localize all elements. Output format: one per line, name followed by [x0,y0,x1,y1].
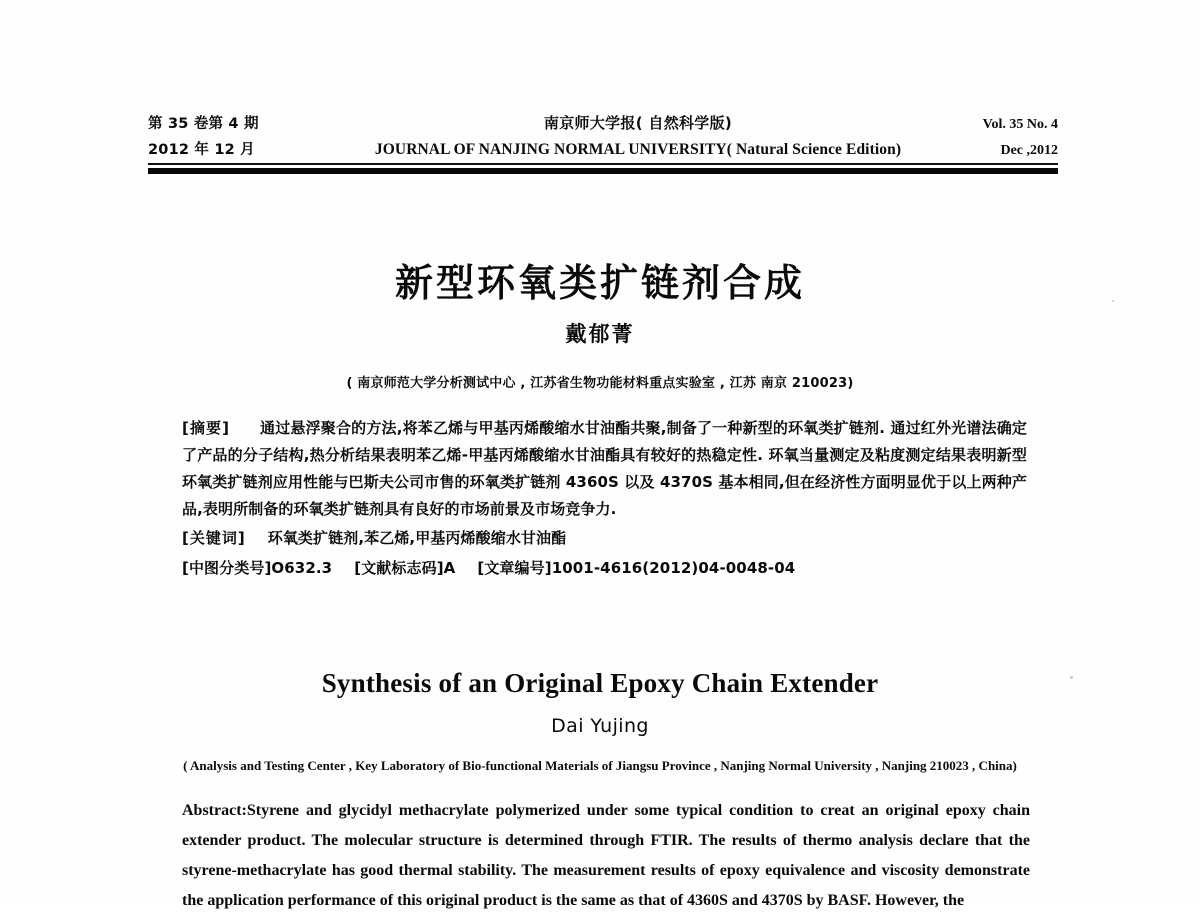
issue-date-cn: 2012 年 12 月 [148,142,255,158]
document-code-value: A [443,559,456,577]
keywords-label-cn: [关键词] [182,529,246,547]
article-affiliation-cn: ( 南京师范大学分析测试中心 , 江苏省生物功能材料重点实验室 , 江苏 南京 210023) [346,376,854,391]
abstract-text-en: Styrene and glycidyl methacrylate polymerized under some typical condition to creat an original epoxy chain extender product. The molecular structure is determined through FTIR. The results of thermo analysis declare that the styrene-methacrylate has good thermal stability. The measurement results of epoxy equivalence and viscosity demonstrate the application performance of this original product is the same as that of 4360S and 4370S by BASF. However, the [182,802,1030,909]
abstract-block-en [182,796,1030,916]
clc-value: O632.3 [271,559,333,577]
classification-paragraph-cn [182,555,1027,582]
header-rule-thick [148,168,1058,174]
article-author-cn: 戴郁菁 [565,322,635,346]
abstract-label-cn: [摘要] [182,419,230,437]
abstract-paragraph-en [182,796,1030,916]
abstract-paragraph-cn [182,415,1027,523]
journal-name-en-edition: ( Natural Science Edition) [726,141,902,158]
abstract-label-en: Abstract [182,802,242,819]
article-id-label: [文章编号] [477,559,552,577]
article-id-value: 1001-4616(2012)04-0048-04 [551,559,796,577]
article-affiliation-en: ( Analysis and Testing Center , Key Laboratory of Bio-functional Materials of Jiangsu Province , Nanjing Normal University , Nanjing 210023 , China) [183,758,1017,773]
masthead-row-top [148,112,1058,138]
article-title-en: Synthesis of an Original Epoxy Chain Extender [321,668,879,698]
abstract-text-cn: 通过悬浮聚合的方法,将苯乙烯与甲基丙烯酸缩水甘油酯共聚,制备了一种新型的环氧类扩链剂. 通过红外光谱法确定了产品的分子结构,热分析结果表明苯乙烯-甲基丙烯酸缩水甘油酯具有较好的热稳定性. 环氧当量测定及粘度测定结果表明新型环氧类扩链剂应用性能与巴斯夫公司市售的环氧类扩链剂 4360S 以及 4370S 基本相同,但在经济性方面明显优于以上两种产品,表明所制备的环氧类扩链剂具有良好的市场前景及市场竞争力. [182,419,1027,518]
volume-issue-cn: 第 35 卷第 4 期 [148,116,259,132]
masthead-row-bottom [148,138,1058,164]
journal-name-cn-wrap [338,112,938,133]
journal-name-cn: 南京师大学报( 自然科学版) [543,114,733,132]
journal-name-en-wrap [338,141,938,159]
keywords-text-cn: 环氧类扩链剂,苯乙烯,甲基丙烯酸缩水甘油酯 [267,529,567,547]
masthead [148,112,1058,164]
scan-speck [1070,676,1073,679]
article-title-cn: 新型环氧类扩链剂合成 [394,261,805,305]
clc-label: [中图分类号] [182,559,272,577]
abstract-block-cn [182,415,1027,582]
header-rule-thin [148,163,1058,165]
issue-date-en: Dec ,2012 [1000,143,1058,158]
document-code-label: [文献标志码] [354,559,444,577]
article-author-en: Dai Yujing [551,715,649,737]
journal-name-en: JOURNAL OF NANJING NORMAL UNIVERSITY [374,141,727,158]
keywords-paragraph-cn [182,525,1027,552]
volume-issue-en: Vol. 35 No. 4 [982,117,1058,132]
scan-speck [1112,300,1114,302]
abstract-separator-en: : [241,802,247,819]
